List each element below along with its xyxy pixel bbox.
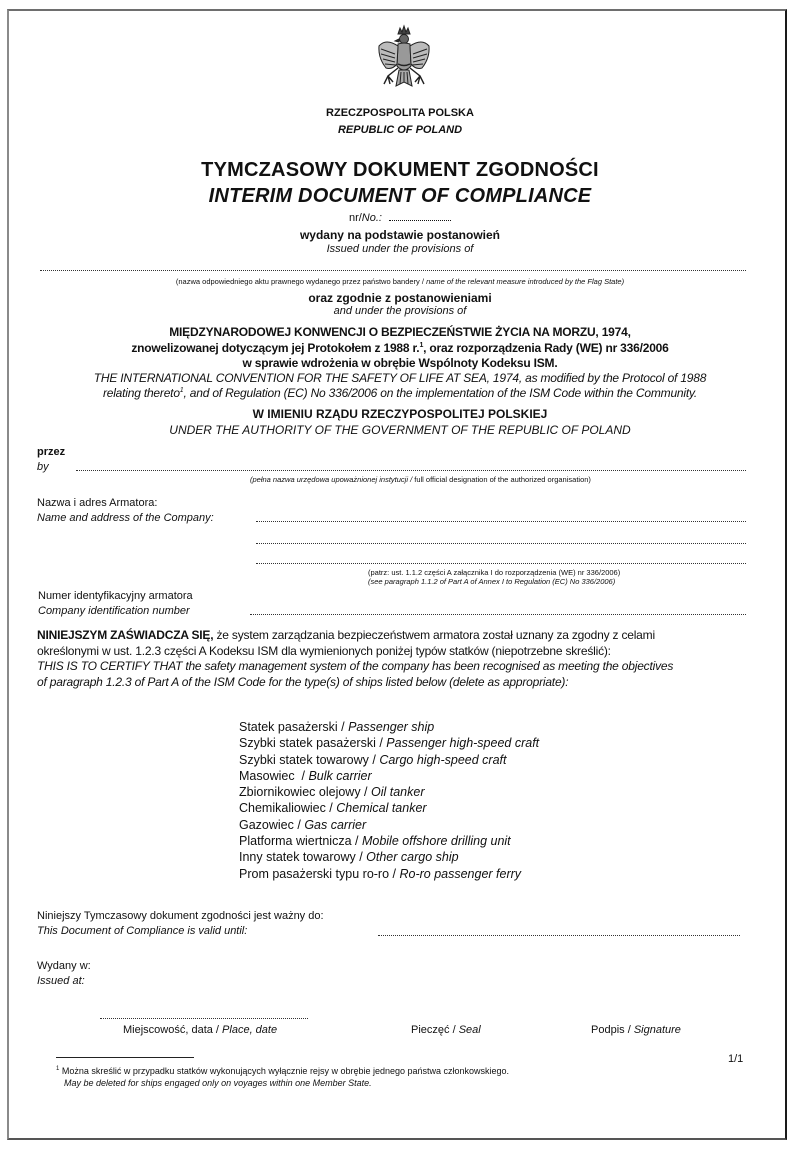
footnote-ref: 1 [179,387,184,394]
validity-date-field[interactable] [378,935,740,936]
convention-pl-line-2 [0,341,800,355]
flag-state-measure-hint-en: name of the relevant measure introduced by the Flag State) [426,277,625,286]
ship-type-item[interactable] [239,833,539,849]
document-number [0,212,800,224]
ship-type-item[interactable] [239,866,539,882]
authority-en: UNDER THE AUTHORITY OF THE GOVERNMENT OF THE REPUBLIC OF POLAND [169,423,631,437]
certification-en-line-1: THIS IS TO CERTIFY THAT the safety management system of the company has been recognised as meeting the objectives [37,659,674,673]
seal-label [411,1024,481,1036]
signature-label-pl: Podpis / [591,1024,634,1036]
place-date-label-pl: Miejscowość, data / [123,1024,223,1036]
ship-type-en: Ro-ro passenger ferry [399,866,522,881]
ship-type-en: Oil tanker [371,785,425,800]
footnote-mark: 1 [56,1066,60,1072]
validity-label-en: This Document of Compliance is valid until: [37,925,248,937]
document-title-en: INTERIM DOCUMENT OF COMPLIANCE [208,185,592,207]
ship-type-item[interactable] [239,768,539,784]
convention-en-line-2a: relating thereto [102,386,180,400]
place-date-label [123,1024,277,1036]
number-field[interactable] [389,220,451,221]
company-address-line-2[interactable] [256,543,746,544]
ship-type-pl: Gazowiec / [239,817,305,832]
company-id-label-en: Company identification number [38,605,190,617]
company-label-pl: Nazwa i adres Armatora: [37,497,158,509]
seal-label-pl: Pieczęć / [411,1024,459,1036]
ship-type-en: Chemical tanker [336,801,427,816]
place-date-label-en: Place, date [222,1024,278,1036]
page-number: 1/1 [728,1053,744,1065]
ship-type-pl: Chemikaliowiec / [239,801,337,816]
seal-label-en: Seal [458,1024,481,1036]
ship-type-item[interactable] [239,719,539,735]
ship-type-pl: Szybki statek towarowy / [239,752,380,767]
ship-type-en: Bulk carrier [308,768,372,783]
ship-type-item[interactable] [239,784,539,800]
ship-type-item[interactable] [239,817,539,833]
ship-type-en: Mobile offshore drilling unit [361,834,511,849]
flag-state-measure-hint-pl: (nazwa odpowiedniego aktu prawnego wydanego przez państwo bandery / [175,277,427,286]
convention-en-line-2b: , and of Regulation (EC) No 336/2006 on the implementation of the ISM Code within the Community. [183,386,698,400]
footnote-ref: 1 [419,342,424,349]
issued-under-en: Issued under the provisions of [326,243,474,255]
document-title-pl: TYMCZASOWY DOKUMENT ZGODNOŚCI [201,159,599,181]
company-address-line-1[interactable] [256,521,746,522]
and-under-pl: oraz zgodnie z postanowieniami [308,291,492,305]
certification-statement [37,628,767,690]
ship-type-pl: Szybki statek pasażerski / [239,736,387,751]
company-hint-en: (see paragraph 1.1.2 of Part A of Annex I to Regulation (EC) No 336/2006) [368,577,616,586]
ship-type-pl: Masowiec / [239,768,309,783]
by-label-en: by [37,461,49,473]
convention-pl-line-1: MIĘDZYNARODOWEJ KONWENCJI O BEZPIECZEŃSTWIE ŻYCIA NA MORZU, 1974, [169,325,631,339]
by-label-pl: przez [37,446,66,458]
ship-type-en: Gas carrier [304,817,367,832]
authorized-organisation-hint-en: full official designation of the authorized organisation) [414,475,591,484]
flag-state-measure-hint [0,277,800,286]
ship-type-en: Passenger high-speed craft [386,736,540,751]
authority-pl: W IMIENIU RZĄDU RZECZYPOSPOLITEJ POLSKIEJ [252,407,548,421]
signature-label-en: Signature [633,1024,681,1036]
and-under-en: and under the provisions of [333,305,467,317]
certification-pl-line-1: że system zarządzania bezpieczeństwem armatora został uznany za zgodny z celami [213,628,655,642]
certification-pl-line-2: określonymi w ust. 1.2.3 części A Kodeksu ISM dla wymienionych poniżej typów statków (niepotrzebne skreślić): [37,643,611,658]
footnote-en: May be deleted for ships engaged only on voyages within one Member State. [64,1078,372,1088]
footnote-pl-text: Można skreślić w przypadku statków wykonujących wyłącznie rejsy w obrębie jednego państwa członkowskiego. [59,1066,510,1076]
ship-type-en: Cargo high-speed craft [379,752,507,767]
ship-type-en: Passenger ship [348,720,435,734]
issued-at-label-en: Issued at: [37,975,85,987]
ship-type-pl: Prom pasażerski typu ro-ro / [239,866,400,881]
company-address-line-3[interactable] [256,563,746,564]
convention-en-line-1: THE INTERNATIONAL CONVENTION FOR THE SAFETY OF LIFE AT SEA, 1974, as modified by the Protocol of 1988 [93,371,707,385]
ship-type-item[interactable] [239,800,539,816]
convention-pl-line-3: w sprawie wdrożenia w obrębie Wspólnoty Kodeksu ISM. [242,356,558,370]
company-hint-pl: (patrz: ust. 1.1.2 części A załącznika I do rozporządzenia (WE) nr 336/2006) [368,568,621,577]
footnote-divider [56,1057,194,1058]
number-label-en: No.: [361,212,382,224]
ship-type-en: Other cargo ship [366,850,459,865]
flag-state-measure-field[interactable] [40,270,746,271]
ship-types-list [239,719,539,882]
ship-type-pl: Statek pasażerski / [239,720,349,734]
place-date-field[interactable] [100,1018,308,1019]
authorized-organisation-field[interactable] [76,470,746,471]
validity-label-pl: Niniejszy Tymczasowy dokument zgodności jest ważny do: [37,910,324,922]
authorized-organisation-hint [250,475,591,484]
signature-label [591,1024,681,1036]
ship-type-item[interactable] [239,735,539,751]
company-label-en: Name and address of the Company: [37,512,214,524]
ship-type-pl: Inny statek towarowy / [239,850,367,865]
issued-under-pl: wydany na podstawie postanowień [299,228,501,242]
country-name-en: REPUBLIC OF POLAND [337,124,463,136]
issued-at-label-pl: Wydany w: [37,960,91,972]
certification-en-line-2: of paragraph 1.2.3 of Part A of the ISM Code for the type(s) of ships listed below (delete as appropriate): [37,674,569,689]
ship-type-pl: Platforma wiertnicza / [239,834,362,849]
footnote-pl [56,1066,509,1076]
convention-en-line-2 [0,386,800,400]
number-label-pl: nr/ [348,212,362,224]
authorized-organisation-hint-pl: (pełna nazwa urzędowa upoważnionej instytucji / [250,475,415,484]
white-eagle-coat-of-arms-icon [376,24,432,100]
convention-pl-line-2b: , oraz rozporządzenia Rady (WE) nr 336/2006 [423,341,669,355]
country-name-pl: RZECZPOSPOLITA POLSKA [326,107,474,119]
ship-type-item[interactable] [239,849,539,865]
convention-pl-line-2a: znowelizowanej dotyczącym jej Protokołem z 1988 r. [131,341,420,355]
company-id-field[interactable] [250,614,746,615]
ship-type-item[interactable] [239,752,539,768]
certification-heading: NINIEJSZYM ZAŚWIADCZA SIĘ, [37,628,214,642]
company-id-label-pl: Numer identyfikacyjny armatora [38,590,193,602]
ship-type-pl: Zbiornikowiec olejowy / [239,785,371,800]
